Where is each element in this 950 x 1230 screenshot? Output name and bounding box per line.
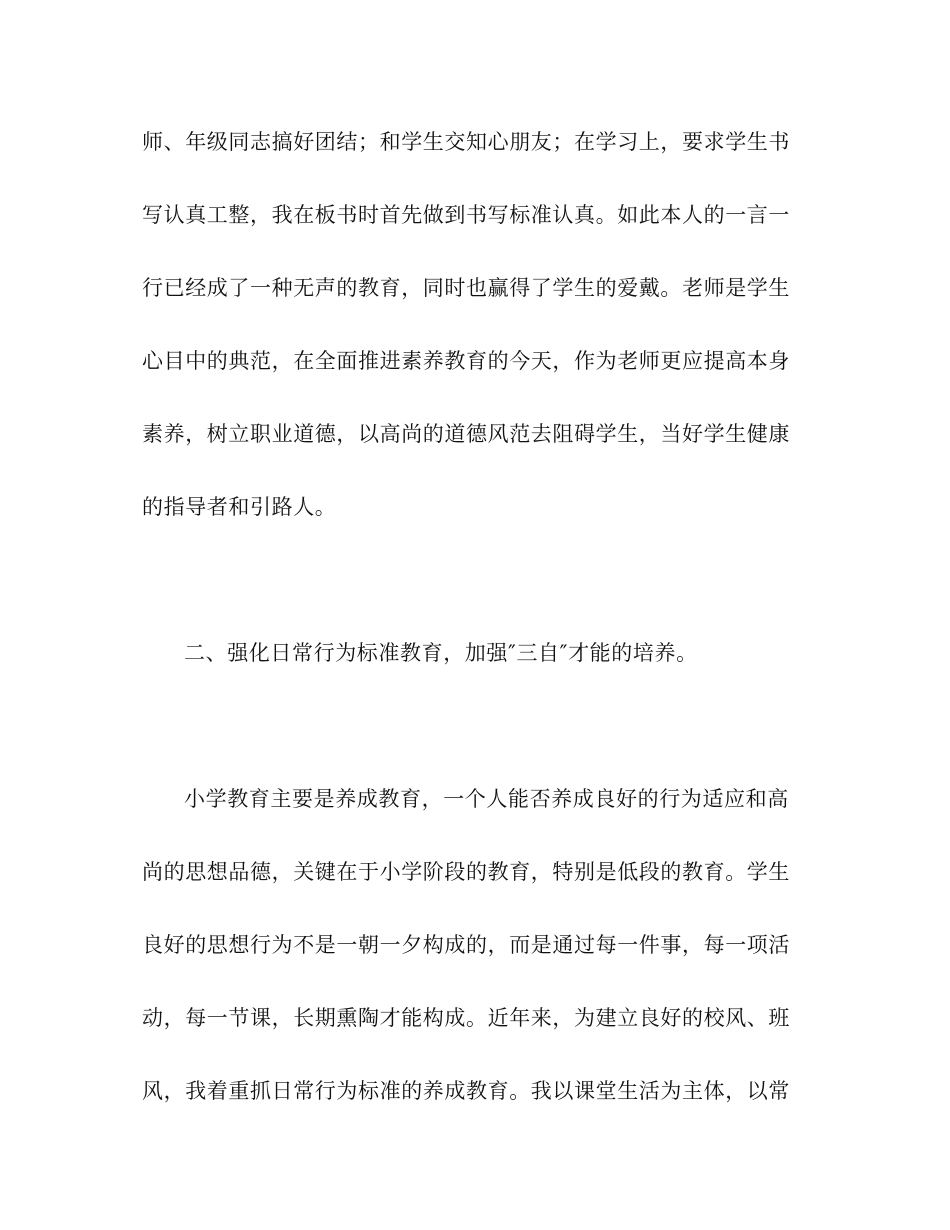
- section-heading: 二、强化日常行为标准教育，加强″三自″才能的培养。: [184, 641, 698, 665]
- paragraph-line: 的指导者和引路人。: [142, 495, 337, 519]
- paragraph-line: 行已经成了一种无声的教育，同时也赢得了学生的爱戴。老师是学生: [142, 276, 790, 300]
- paragraph-line: 素养，树立职业道德，以高尚的道德风范去阻碍学生，当好学生健康: [142, 422, 790, 446]
- paragraph-line: 风，我着重抓日常行为标准的养成教育。我以课堂生活为主体，以常: [142, 1079, 790, 1103]
- paragraph-line: 小学教育主要是养成教育，一个人能否养成良好的行为适应和高: [184, 787, 789, 811]
- paragraph-line: 师、年级同志搞好团结；和学生交知心朋友；在学习上，要求学生书: [142, 130, 790, 154]
- paragraph-line: 良好的思想行为不是一朝一夕构成的，而是通过每一件事，每一项活: [142, 933, 790, 957]
- paragraph-line: 心目中的典范，在全面推进素养教育的今天，作为老师更应提高本身: [142, 349, 790, 373]
- paragraph-line: 动，每一节课，长期熏陶才能构成。近年来，为建立良好的校风、班: [142, 1006, 790, 1030]
- paragraph-line: 写认真工整，我在板书时首先做到书写标准认真。如此本人的一言一: [142, 203, 790, 227]
- paragraph-line: 尚的思想品德，关键在于小学阶段的教育，特别是低段的教育。学生: [142, 860, 790, 884]
